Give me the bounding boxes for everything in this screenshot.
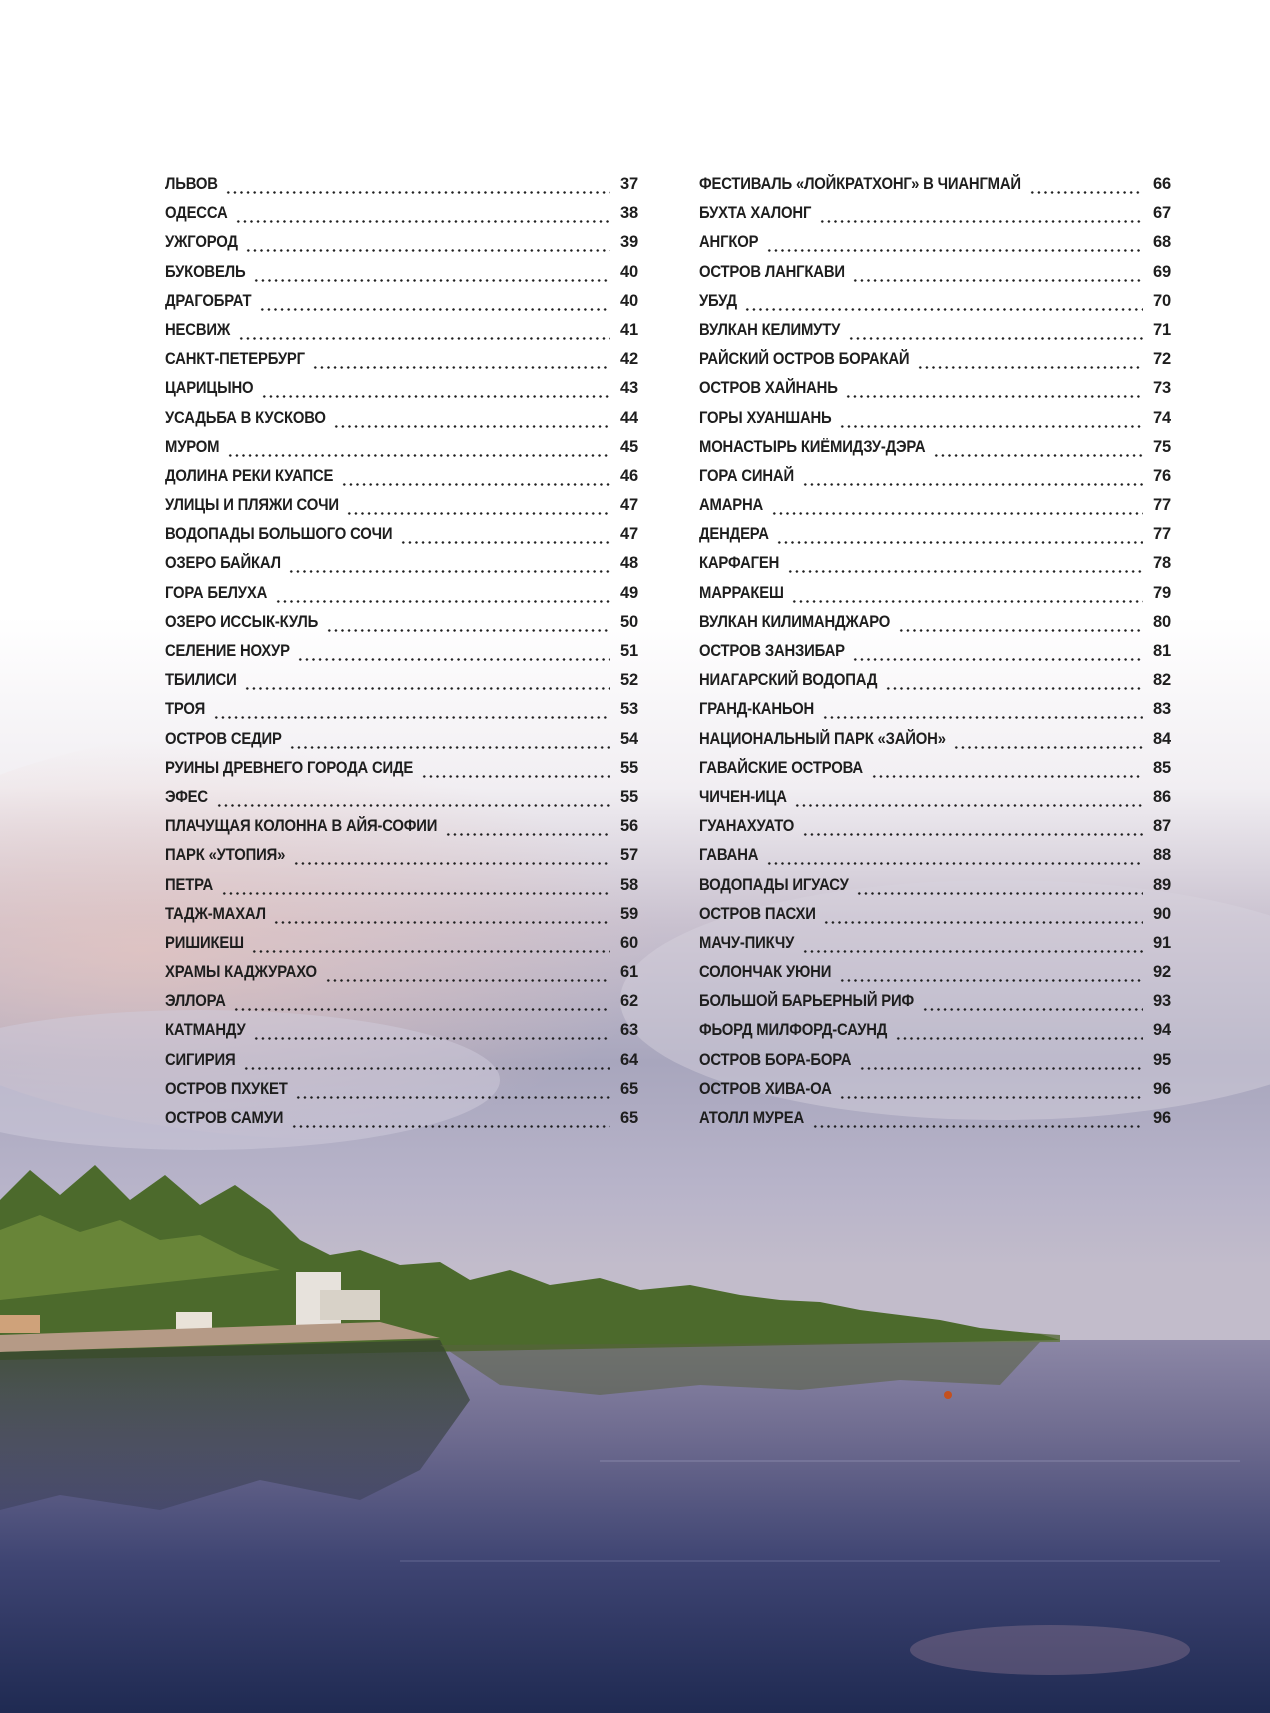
toc-entry-page: 77 xyxy=(1153,525,1171,544)
toc-entry[interactable] xyxy=(699,841,1171,870)
toc-entry-page: 49 xyxy=(620,583,638,602)
toc-entry-title: ДРАГОБРАТ xyxy=(165,291,252,310)
toc-entry-title: УЖГОРОД xyxy=(165,233,238,252)
toc-entry[interactable] xyxy=(165,433,638,462)
toc-entry-page: 85 xyxy=(1153,758,1171,777)
toc-entry[interactable] xyxy=(165,549,638,578)
toc-entry[interactable] xyxy=(699,1104,1171,1133)
toc-entry[interactable] xyxy=(165,725,638,754)
toc-entry-title: ПЛАЧУЩАЯ КОЛОННА В АЙЯ-СОФИИ xyxy=(165,817,438,836)
toc-entry[interactable] xyxy=(699,725,1171,754)
toc-entry[interactable] xyxy=(165,287,638,316)
toc-entry[interactable] xyxy=(699,170,1171,199)
toc-entry[interactable] xyxy=(699,637,1171,666)
toc-entry-page: 53 xyxy=(620,700,638,719)
toc-entry-title: ТБИЛИСИ xyxy=(165,671,237,690)
toc-entry[interactable] xyxy=(165,579,638,608)
toc-entry[interactable] xyxy=(165,520,638,549)
toc-entry[interactable] xyxy=(165,871,638,900)
toc-entry-title: ОСТРОВ ЗАНЗИБАР xyxy=(699,642,845,660)
toc-entry-page: 64 xyxy=(620,1050,638,1069)
toc-entry-page: 46 xyxy=(620,466,638,485)
toc-entry-title: БУХТА ХАЛОНГ xyxy=(699,204,812,223)
toc-entry-title: БОЛЬШОЙ БАРЬЕРНЫЙ РИФ xyxy=(699,992,914,1011)
toc-entry[interactable] xyxy=(699,987,1171,1016)
toc-entry[interactable] xyxy=(165,608,638,637)
toc-entry[interactable] xyxy=(165,199,638,228)
toc-entry-page: 93 xyxy=(1153,992,1171,1011)
toc-entry-title: ВУЛКАН КИЛИМАНДЖАРО xyxy=(699,612,891,631)
toc-entry-title: ОСТРОВ САМУИ xyxy=(165,1109,284,1127)
toc-entry-page: 96 xyxy=(1153,1079,1171,1098)
toc-entry-title: ОСТРОВ БОРА-БОРА xyxy=(699,1050,852,1069)
toc-entry[interactable] xyxy=(165,812,638,841)
toc-entry-title: ВОДОПАДЫ БОЛЬШОГО СОЧИ xyxy=(165,525,393,544)
toc-entry[interactable] xyxy=(165,637,638,666)
toc-entry-page: 73 xyxy=(1153,379,1171,398)
toc-entry-page: 45 xyxy=(620,437,638,456)
toc-entry[interactable] xyxy=(165,1016,638,1045)
toc-entry[interactable] xyxy=(699,491,1171,520)
toc-entry-title: КАРФАГЕН xyxy=(699,554,780,573)
toc-entry-title: ГРАНД-КАНЬОН xyxy=(699,700,815,719)
toc-entry-title: НАЦИОНАЛЬНЫЙ ПАРК «ЗАЙОН» xyxy=(699,729,946,748)
toc-entry[interactable] xyxy=(699,520,1171,549)
toc-entry-page: 76 xyxy=(1153,466,1171,485)
toc-entry-title: ДЕНДЕРА xyxy=(699,525,769,544)
toc-entry-title: СЕЛЕНИЕ НОХУР xyxy=(165,642,290,660)
toc-entry[interactable] xyxy=(699,549,1171,578)
toc-entry-page: 80 xyxy=(1153,612,1171,631)
toc-entry-title: ОСТРОВ ПАСХИ xyxy=(699,904,816,923)
toc-entry-title: АНГКОР xyxy=(699,233,759,252)
toc-entry[interactable] xyxy=(699,258,1171,287)
toc-entry-title: УЛИЦЫ И ПЛЯЖИ СОЧИ xyxy=(165,496,339,515)
toc-entry-page: 67 xyxy=(1153,204,1171,223)
toc-entry-title: САНКТ-ПЕТЕРБУРГ xyxy=(165,350,305,369)
toc-entry-page: 60 xyxy=(620,933,638,952)
toc-entry-page: 43 xyxy=(620,379,638,398)
toc-entry[interactable] xyxy=(165,958,638,987)
toc-entry-title: ОЗЕРО БАЙКАЛ xyxy=(165,554,281,573)
toc-column-left xyxy=(165,170,638,1133)
toc-entry[interactable] xyxy=(699,1075,1171,1104)
toc-entry-page: 65 xyxy=(620,1109,638,1127)
toc-entry-page: 69 xyxy=(1153,262,1171,281)
toc-entry-title: ПАРК «УТОПИЯ» xyxy=(165,846,286,865)
toc-entry-page: 81 xyxy=(1153,642,1171,660)
toc-entry-title: НИАГАРСКИЙ ВОДОПАД xyxy=(699,671,878,690)
toc-entry-title: ВОДОПАДЫ ИГУАСУ xyxy=(699,875,849,894)
toc-entry-title: ОСТРОВ ХИВА-ОА xyxy=(699,1079,832,1098)
toc-entry-title: ГАВАНА xyxy=(699,846,759,865)
toc-entry[interactable] xyxy=(699,1046,1171,1075)
toc-entry-page: 62 xyxy=(620,992,638,1011)
toc-entry-title: СОЛОНЧАК УЮНИ xyxy=(699,963,832,982)
toc-entry-page: 65 xyxy=(620,1079,638,1098)
toc-entry-title: АМАРНА xyxy=(699,496,764,515)
toc-entry-title: РУИНЫ ДРЕВНЕГО ГОРОДА СИДЕ xyxy=(165,758,414,777)
toc-entry-page: 95 xyxy=(1153,1050,1171,1069)
toc-entry[interactable] xyxy=(699,812,1171,841)
toc-entry-title: АТОЛЛ МУРЕА xyxy=(699,1109,805,1127)
toc-entry-title: ТАДЖ-МАХАЛ xyxy=(165,904,266,923)
toc-entry-page: 39 xyxy=(620,233,638,252)
toc-entry[interactable] xyxy=(699,345,1171,374)
toc-entry-page: 44 xyxy=(620,408,638,427)
toc-entry-title: БУКОВЕЛЬ xyxy=(165,262,246,281)
toc-entry[interactable] xyxy=(165,841,638,870)
toc-entry[interactable] xyxy=(699,666,1171,695)
toc-entry-page: 50 xyxy=(620,612,638,631)
toc-entry-page: 83 xyxy=(1153,700,1171,719)
toc-entry-title: ОДЕССА xyxy=(165,204,228,223)
toc-entry[interactable] xyxy=(165,666,638,695)
toc-entry-title: СИГИРИЯ xyxy=(165,1050,236,1069)
toc-entry-title: ГАВАЙСКИЕ ОСТРОВА xyxy=(699,758,863,777)
toc-entry[interactable] xyxy=(699,374,1171,403)
toc-entry-page: 47 xyxy=(620,496,638,515)
toc-entry[interactable] xyxy=(165,170,638,199)
toc-entry[interactable] xyxy=(165,695,638,724)
toc-entry-page: 71 xyxy=(1153,320,1171,339)
toc-entry-page: 72 xyxy=(1153,350,1171,369)
toc-entry-page: 52 xyxy=(620,671,638,690)
toc-entry[interactable] xyxy=(699,579,1171,608)
toc-entry-title: ОЗЕРО ИССЫК-КУЛЬ xyxy=(165,612,319,631)
toc-entry-page: 84 xyxy=(1153,729,1171,748)
toc-entry-title: ЦАРИЦЫНО xyxy=(165,379,254,398)
toc-entry[interactable] xyxy=(165,258,638,287)
toc-entry[interactable] xyxy=(699,316,1171,345)
toc-entry[interactable] xyxy=(165,1104,638,1133)
toc-entry-page: 56 xyxy=(620,817,638,836)
toc-entry-page: 96 xyxy=(1153,1109,1171,1127)
toc-entry[interactable] xyxy=(165,374,638,403)
toc-entry-title: МОНАСТЫРЬ КИЁМИДЗУ-ДЭРА xyxy=(699,437,926,456)
toc-entry-title: ЧИЧЕН-ИЦА xyxy=(699,787,787,806)
toc-entry-title: УБУД xyxy=(699,291,737,310)
toc-entry-title: ЭФЕС xyxy=(165,787,208,806)
toc-entry[interactable] xyxy=(699,871,1171,900)
toc-entry[interactable] xyxy=(165,900,638,929)
toc-entry-page: 75 xyxy=(1153,437,1171,456)
toc-entry-title: РИШИКЕШ xyxy=(165,933,244,952)
toc-entry[interactable] xyxy=(699,462,1171,491)
toc-entry-title: ФЕСТИВАЛЬ «ЛОЙКРАТХОНГ» В ЧИАНГМАЙ xyxy=(699,175,1021,193)
toc-entry-page: 88 xyxy=(1153,846,1171,865)
toc-entry[interactable] xyxy=(165,783,638,812)
toc-entry-page: 38 xyxy=(620,204,638,223)
toc-entry-title: МАРРАКЕШ xyxy=(699,583,784,602)
toc-entry[interactable] xyxy=(165,1046,638,1075)
toc-entry-page: 66 xyxy=(1153,175,1171,193)
toc-entry-page: 55 xyxy=(620,758,638,777)
toc-entry-title: ОСТРОВ ЛАНГКАВИ xyxy=(699,262,845,281)
toc-entry[interactable] xyxy=(165,345,638,374)
toc-entry-page: 47 xyxy=(620,525,638,544)
toc-entry-title: ОСТРОВ ПХУКЕТ xyxy=(165,1079,288,1098)
toc-entry-page: 94 xyxy=(1153,1021,1171,1040)
toc-entry[interactable] xyxy=(165,228,638,257)
toc-entry-page: 51 xyxy=(620,642,638,660)
toc-entry-title: ЭЛЛОРА xyxy=(165,992,226,1011)
toc-entry-page: 78 xyxy=(1153,554,1171,573)
toc-entry-title: УСАДЬБА В КУСКОВО xyxy=(165,408,326,427)
toc-entry-page: 48 xyxy=(620,554,638,573)
toc-entry[interactable] xyxy=(699,754,1171,783)
toc-entry[interactable] xyxy=(699,695,1171,724)
toc-entry[interactable] xyxy=(165,404,638,433)
toc-entry[interactable] xyxy=(699,287,1171,316)
toc-entry-page: 86 xyxy=(1153,787,1171,806)
toc-entry-title: КАТМАНДУ xyxy=(165,1021,246,1040)
toc-entry-page: 77 xyxy=(1153,496,1171,515)
toc-entry-title: ГУАНАХУАТО xyxy=(699,817,795,836)
toc-entry[interactable] xyxy=(165,316,638,345)
toc-entry-title: ГОРЫ ХУАНШАНЬ xyxy=(699,408,832,427)
toc-entry[interactable] xyxy=(699,433,1171,462)
toc-entry-page: 74 xyxy=(1153,408,1171,427)
toc-entry[interactable] xyxy=(699,228,1171,257)
toc-column-right xyxy=(699,170,1171,1133)
toc-entry-page: 70 xyxy=(1153,291,1171,310)
toc-entry-title: ОСТРОВ СЕДИР xyxy=(165,729,282,748)
toc-entry-title: ФЬОРД МИЛФОРД-САУНД xyxy=(699,1021,888,1040)
toc-entry-page: 90 xyxy=(1153,904,1171,923)
toc-entry-page: 40 xyxy=(620,262,638,281)
toc-entry-title: ДОЛИНА РЕКИ КУАПСЕ xyxy=(165,466,334,485)
toc-entry-title: ОСТРОВ ХАЙНАНЬ xyxy=(699,379,838,398)
toc-entry-page: 61 xyxy=(620,963,638,982)
toc-entry[interactable] xyxy=(165,491,638,520)
toc-entry[interactable] xyxy=(699,783,1171,812)
toc-entry[interactable] xyxy=(699,900,1171,929)
toc-entry-page: 91 xyxy=(1153,933,1171,952)
toc-entry-title: ХРАМЫ КАДЖУРАХО xyxy=(165,963,317,982)
toc-entry[interactable] xyxy=(699,199,1171,228)
toc-entry-page: 37 xyxy=(620,175,638,193)
toc-entry[interactable] xyxy=(165,1075,638,1104)
toc-entry[interactable] xyxy=(699,1016,1171,1045)
toc-entry-page: 57 xyxy=(620,846,638,865)
toc-entry-title: ЛЬВОВ xyxy=(165,175,218,193)
toc-entry-title: ПЕТРА xyxy=(165,875,214,894)
toc-entry-page: 82 xyxy=(1153,671,1171,690)
toc-entry-title: ТРОЯ xyxy=(165,700,206,719)
toc-entry-page: 89 xyxy=(1153,875,1171,894)
toc-entry-page: 55 xyxy=(620,787,638,806)
toc-entry[interactable] xyxy=(165,462,638,491)
toc-entry[interactable] xyxy=(699,958,1171,987)
toc-entry-title: ВУЛКАН КЕЛИМУТУ xyxy=(699,320,841,339)
toc-entry-page: 42 xyxy=(620,350,638,369)
toc-entry-page: 54 xyxy=(620,729,638,748)
toc-entry-page: 87 xyxy=(1153,817,1171,836)
toc-entry-title: РАЙСКИЙ ОСТРОВ БОРАКАЙ xyxy=(699,350,910,369)
toc-entry-page: 58 xyxy=(620,875,638,894)
toc-entry-title: ГОРА БЕЛУХА xyxy=(165,583,268,602)
toc-entry-page: 59 xyxy=(620,904,638,923)
toc-entry[interactable] xyxy=(165,987,638,1016)
toc-entry-page: 79 xyxy=(1153,583,1171,602)
toc-entry-page: 41 xyxy=(620,320,638,339)
toc-entry-page: 92 xyxy=(1153,963,1171,982)
toc-entry-title: МАЧУ-ПИКЧУ xyxy=(699,933,795,952)
toc-entry-page: 68 xyxy=(1153,233,1171,252)
toc-entry-title: НЕСВИЖ xyxy=(165,320,231,339)
toc-entry[interactable] xyxy=(165,929,638,958)
toc-entry[interactable] xyxy=(165,754,638,783)
toc-entry-page: 40 xyxy=(620,291,638,310)
toc-entry[interactable] xyxy=(699,608,1171,637)
toc-entry[interactable] xyxy=(699,929,1171,958)
toc-entry-page: 63 xyxy=(620,1021,638,1040)
toc-entry-title: ГОРА СИНАЙ xyxy=(699,466,794,485)
toc-entry-title: МУРОМ xyxy=(165,437,220,456)
toc-entry[interactable] xyxy=(699,404,1171,433)
